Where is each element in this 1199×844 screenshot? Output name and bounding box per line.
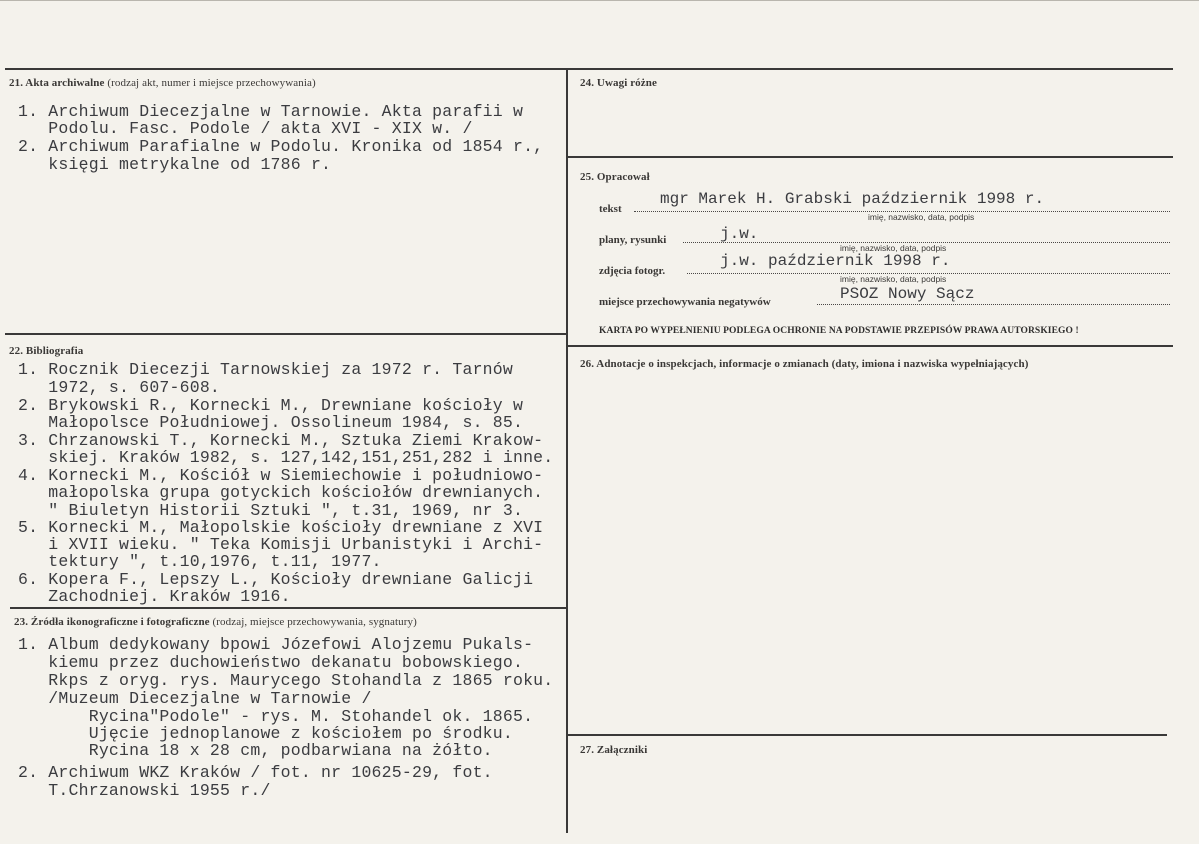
field-value-negatives: PSOZ Nowy Sącz bbox=[840, 285, 975, 303]
section-21-label bbox=[9, 77, 316, 89]
section-23-label-main: 23. Źródła ikonograficzne i fotograficzne bbox=[14, 616, 210, 628]
iconography-line: 2. Archiwum WKZ Kraków / fot. nr 10625-29, fot. bbox=[18, 763, 493, 782]
field-value-photos: j.w. październik 1998 r. bbox=[720, 252, 951, 270]
section-27-label: 27. Załączniki bbox=[580, 744, 648, 756]
bibliography-line: " Biuletyn Historii Sztuki ", t.31, 1969, nr 3. bbox=[18, 501, 524, 520]
iconography-line: /Muzeum Diecezjalne w Tarnowie / bbox=[18, 689, 372, 708]
field-label-photos: zdjęcia fotogr. bbox=[599, 265, 666, 277]
section-21-entry-line: Podolu. Fasc. Podole / akta XVI - XIX w. / bbox=[18, 119, 473, 138]
field-value-text: mgr Marek H. Grabski październik 1998 r. bbox=[660, 190, 1045, 208]
bibliography-line: 4. Kornecki M., Kościół w Siemiechowie i południowo- bbox=[18, 466, 544, 485]
divider-24-25 bbox=[567, 156, 1173, 158]
bibliography-line: tektury ", t.10,1976, t.11, 1977. bbox=[18, 552, 382, 571]
section-22-label: 22. Bibliografia bbox=[9, 345, 84, 357]
bibliography-line: Małopolsce Południowej. Ossolineum 1984, s. 85. bbox=[18, 413, 524, 432]
top-edge-line bbox=[0, 0, 1199, 1]
section-21-label-main: 21. Akta archiwalne bbox=[9, 77, 105, 89]
divider-22-23 bbox=[10, 607, 567, 609]
iconography-line: Ujęcie jednoplanowe z kościołem po środku. bbox=[18, 724, 513, 743]
field-label-plans: plany, rysunki bbox=[599, 234, 667, 246]
iconography-line: T.Chrzanowski 1955 r./ bbox=[18, 781, 271, 800]
section-21-entry-line: 2. Archiwum Parafialne w Podolu. Kronika od 1854 r., bbox=[18, 137, 544, 156]
bibliography-line: 2. Brykowski R., Kornecki M., Drewniane kościoły w bbox=[18, 396, 524, 415]
bibliography-line: Zachodniej. Kraków 1916. bbox=[18, 587, 291, 606]
field-line-negatives bbox=[817, 304, 1170, 305]
header-rule bbox=[5, 68, 1173, 70]
bibliography-line: 1. Rocznik Diecezji Tarnowskiej za 1972 r. Tarnów bbox=[18, 360, 513, 379]
section-23-label bbox=[14, 616, 417, 628]
field-value-plans: j.w. bbox=[720, 225, 759, 243]
iconography-line: Rkps z oryg. rys. Maurycego Stohandla z 1865 roku. bbox=[18, 671, 554, 690]
iconography-line: 1. Album dedykowany bpowi Józefowi Alojzemu Pukals- bbox=[18, 635, 534, 654]
signature-caption: imię, nazwisko, data, podpis bbox=[840, 243, 947, 253]
bibliography-line: 6. Kopera F., Lepszy L., Kościoły drewniane Galicji bbox=[18, 570, 534, 589]
divider-21-22 bbox=[5, 333, 567, 335]
bibliography-line: 5. Kornecki M., Małopolskie kościoły drewniane z XVI bbox=[18, 518, 544, 537]
divider-25-26 bbox=[567, 345, 1173, 347]
field-label-text: tekst bbox=[599, 203, 622, 215]
divider-26-27 bbox=[567, 734, 1167, 736]
bibliography-line: małopolska grupa gotyckich kościołów drewnianych. bbox=[18, 483, 544, 502]
section-26-label: 26. Adnotacje o inspekcjach, informacje o zmianach (daty, imiona i nazwiska wypełniających) bbox=[580, 358, 1029, 370]
bibliography-line: i XVII wieku. " Teka Komisji Urbanistyki i Archi- bbox=[18, 535, 544, 554]
bibliography-line: skiej. Kraków 1982, s. 127,142,151,251,282 i inne. bbox=[18, 448, 554, 467]
signature-caption: imię, nazwisko, data, podpis bbox=[868, 212, 975, 222]
section-21-entry-line: księgi metrykalne od 1786 r. bbox=[18, 155, 332, 174]
bibliography-line: 3. Chrzanowski T., Kornecki M., Sztuka Ziemi Krakow- bbox=[18, 431, 544, 450]
iconography-line: Rycina"Podole" - rys. M. Stohandel ok. 1865. bbox=[18, 707, 534, 726]
iconography-line: kiemu przez duchowieństwo dekanatu bobowskiego. bbox=[18, 653, 524, 672]
column-divider bbox=[566, 68, 568, 833]
section-24-label: 24. Uwagi różne bbox=[580, 77, 657, 89]
section-21-label-note: (rodzaj akt, numer i miejsce przechowywania) bbox=[104, 77, 316, 89]
section-25-label: 25. Opracował bbox=[580, 171, 650, 183]
iconography-line: Rycina 18 x 28 cm, podbarwiana na żółto. bbox=[18, 741, 493, 760]
copyright-notice: KARTA PO WYPEŁNIENIU PODLEGA OCHRONIE NA PODSTAWIE PRZEPISÓW PRAWA AUTORSKIEGO ! bbox=[599, 326, 1079, 336]
section-21-entry-line: 1. Archiwum Diecezjalne w Tarnowie. Akta parafii w bbox=[18, 102, 524, 121]
field-label-negatives: miejsce przechowywania negatywów bbox=[599, 296, 771, 308]
section-23-label-note: (rodzaj, miejsce przechowywania, sygnatury) bbox=[209, 616, 417, 628]
bibliography-line: 1972, s. 607-608. bbox=[18, 378, 221, 397]
signature-caption: imię, nazwisko, data, podpis bbox=[840, 274, 947, 284]
